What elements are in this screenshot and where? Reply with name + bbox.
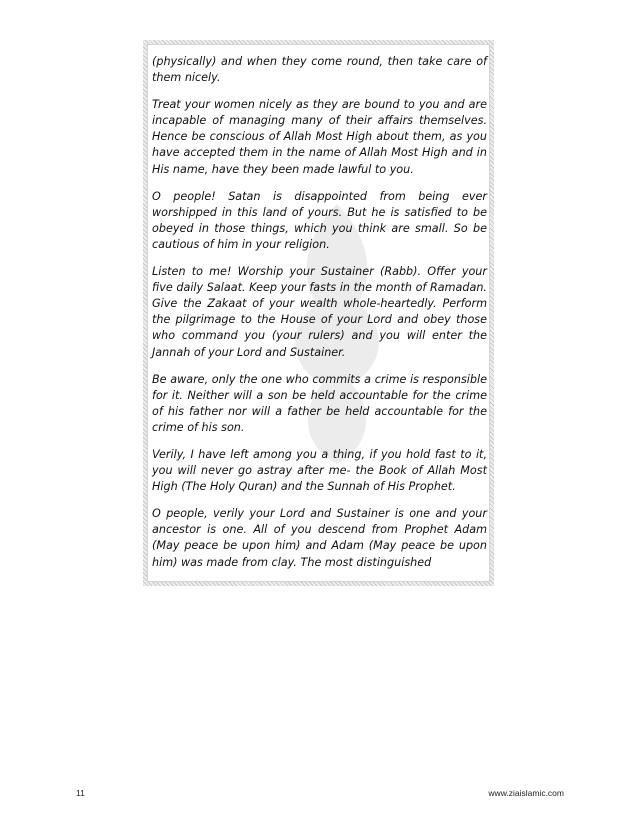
paragraph-4: Listen to me! Worship your Sustainer (Rabb). Offer your five daily Salaat. Keep your fasts in the month of Ramadan. Give the Zakaat of your wealth whole-heartedly. Perform the pilgrimage to the House of your Lord and obey those who command you (your rulers) and you will enter the Jannah of your Lord and Sustainer. <box>152 265 487 359</box>
paragraph-6: Verily, I have left among you a thing, if you hold fast to it, you will never go astray after me- the Book of Allah Most High (The Holy Quran) and the Sunnah of His Prophet. <box>152 447 487 494</box>
website-link: www.ziaislamic.com <box>488 788 564 798</box>
text-frame <box>143 40 494 586</box>
paragraph-3: O people! Satan is disappointed from being ever worshipped in this land of yours. But he is satisfied to be obeyed in those things, which you think are small. So be cautious of him in your religion. <box>152 189 487 251</box>
body-text <box>152 54 487 582</box>
paragraph-2: Treat your women nicely as they are bound to you and are incapable of managing many of their affairs themselves. Hence be conscious of Allah Most High about them, as you have accepted them in the name of Allah Most High and in His name, have they been made lawful to you. <box>152 98 487 176</box>
paragraph-1: (physically) and when they come round, then take care of them nicely. <box>152 55 487 85</box>
paragraph-5: Be aware, only the one who commits a crime is responsible for it. Neither will a son be held accountable for the crime of his father nor will a father be held accountable for the crime of his son. <box>152 372 487 434</box>
paragraph-7: O people, verily your Lord and Sustainer is one and your ancestor is one. All of you descend from Prophet Adam (May peace be upon him) and Adam (May peace be upon him) was made from clay. The most distinguished <box>152 507 487 569</box>
page-number: 11 <box>76 788 85 798</box>
